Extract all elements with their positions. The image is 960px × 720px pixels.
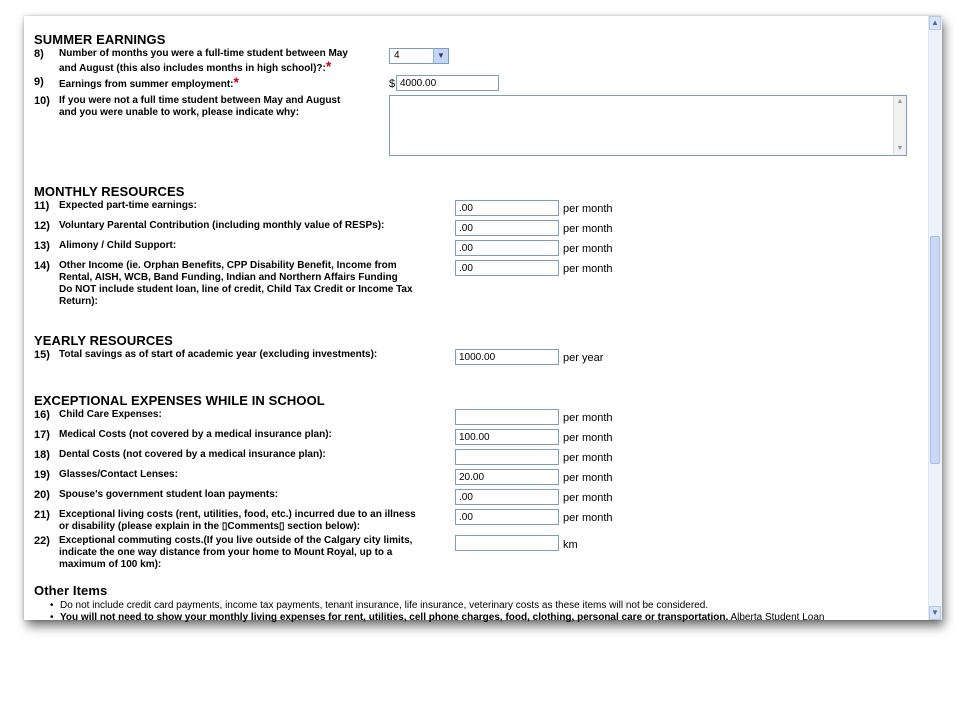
required-asterisk: * <box>325 58 332 74</box>
medical-costs-input[interactable] <box>455 429 559 445</box>
unit-label: per month <box>563 243 613 255</box>
unit-label: per month <box>563 223 613 235</box>
question-number: 17) <box>34 429 50 441</box>
unit-label: per month <box>563 412 613 424</box>
part-time-earnings-input[interactable] <box>455 200 559 216</box>
question-label: Medical Costs (not covered by a medical insurance plan): <box>59 429 332 440</box>
scroll-down-icon[interactable]: ▼ <box>929 606 941 620</box>
unit-label: per month <box>563 492 613 504</box>
question-number: 13) <box>34 240 50 252</box>
question-label: Alimony / Child Support: <box>59 240 177 251</box>
summer-earnings-input[interactable] <box>396 75 499 91</box>
section-title-exceptional-expenses: EXCEPTIONAL EXPENSES WHILE IN SCHOOL <box>34 393 325 408</box>
scroll-up-icon[interactable]: ▲ <box>896 98 904 105</box>
exceptional-living-input[interactable] <box>455 509 559 525</box>
unit-label: per month <box>563 512 613 524</box>
child-care-input[interactable] <box>455 409 559 425</box>
question-number: 11) <box>34 200 50 212</box>
unit-label: per year <box>563 352 604 364</box>
section-title-summer-earnings: SUMMER EARNINGS <box>34 32 166 47</box>
question-number: 22) <box>34 535 50 547</box>
total-savings-input[interactable] <box>455 349 559 365</box>
question-number: 18) <box>34 449 50 461</box>
question-label: Total savings as of start of academic year (excluding investments): <box>59 349 378 360</box>
question-label: Voluntary Parental Contribution (including monthly value of RESPs): <box>59 220 385 231</box>
question-number: 14) <box>34 260 50 272</box>
scroll-up-icon[interactable]: ▲ <box>929 16 941 30</box>
question-number: 15) <box>34 349 50 361</box>
question-number: 12) <box>34 220 50 232</box>
question-number: 16) <box>34 409 50 421</box>
required-asterisk: * <box>233 74 239 90</box>
alimony-input[interactable] <box>455 240 559 256</box>
months-student-select[interactable]: 4 ▼ <box>389 48 449 64</box>
question-number: 8) <box>34 48 44 60</box>
question-8-label: Number of months you were a full-time student between May and August (this also includes months in high school)?:* <box>59 48 348 74</box>
list-item: • Do not include credit card payments, income tax payments, tenant insurance, life insurance, veterinary costs as these items will not be considered. <box>50 600 709 611</box>
question-number: 10) <box>34 95 50 107</box>
question-label: Exceptional living costs (rent, utilities, food, etc.) incurred due to an illness or disability (please explain in the ▯Comments▯ section below): <box>59 509 416 532</box>
unit-label: per month <box>563 203 613 215</box>
section-title-yearly-resources: YEARLY RESOURCES <box>34 333 173 348</box>
unit-label: per month <box>563 472 613 484</box>
question-label: Spouse's government student loan payments: <box>59 489 279 500</box>
unit-label: per month <box>563 432 613 444</box>
question-number: 20) <box>34 489 50 501</box>
list-item: • You will not need to show your monthly living expenses for rent, utilities, cell phone charges, food, clothing, personal care or transportation. Alberta Student Loan <box>50 612 825 623</box>
question-label: Exceptional commuting costs.(If you live outside of the Calgary city limits, indicate the one way distance from your home to Mount Royal, up to a maximum of 100 km): <box>59 535 413 570</box>
dental-costs-input[interactable] <box>455 449 559 465</box>
parental-contribution-input[interactable] <box>455 220 559 236</box>
question-number: 19) <box>34 469 50 481</box>
question-10-label: If you were not a full time student between May and August and you were unable to work, please indicate why: <box>59 95 341 118</box>
section-title-monthly-resources: MONTHLY RESOURCES <box>34 184 185 199</box>
question-label: Glasses/Contact Lenses: <box>59 469 178 480</box>
currency-symbol: $ <box>389 78 396 90</box>
chevron-down-icon[interactable]: ▼ <box>433 49 448 63</box>
spouse-loan-input[interactable] <box>455 489 559 505</box>
question-number: 9) <box>34 76 44 88</box>
question-label: Child Care Expenses: <box>59 409 162 420</box>
question-9-label: Earnings from summer employment:* <box>59 74 239 90</box>
question-label: Expected part-time earnings: <box>59 200 197 211</box>
question-label: Dental Costs (not covered by a medical insurance plan): <box>59 449 326 460</box>
page-scrollbar[interactable] <box>928 16 942 620</box>
unit-label: per month <box>563 263 613 275</box>
scrollbar-thumb[interactable] <box>930 236 940 464</box>
textarea-scrollbar[interactable] <box>893 96 906 155</box>
question-number: 21) <box>34 509 50 521</box>
section-title-other-items: Other Items <box>34 583 108 598</box>
glasses-input[interactable] <box>455 469 559 485</box>
question-label: Other Income (ie. Orphan Benefits, CPP Disability Benefit, Income from Rental, AISH, WCB, Band Funding, Indian and Northern Affairs Funding Do NOT include student loan, line of credit, Child Tax Credit or Income Tax Return): <box>59 260 413 307</box>
unit-label: per month <box>563 452 613 464</box>
unit-label: km <box>563 539 578 551</box>
commuting-distance-input[interactable] <box>455 535 559 551</box>
unable-to-work-textarea[interactable] <box>389 95 907 156</box>
scroll-down-icon[interactable]: ▼ <box>896 145 904 152</box>
other-income-input[interactable] <box>455 260 559 276</box>
